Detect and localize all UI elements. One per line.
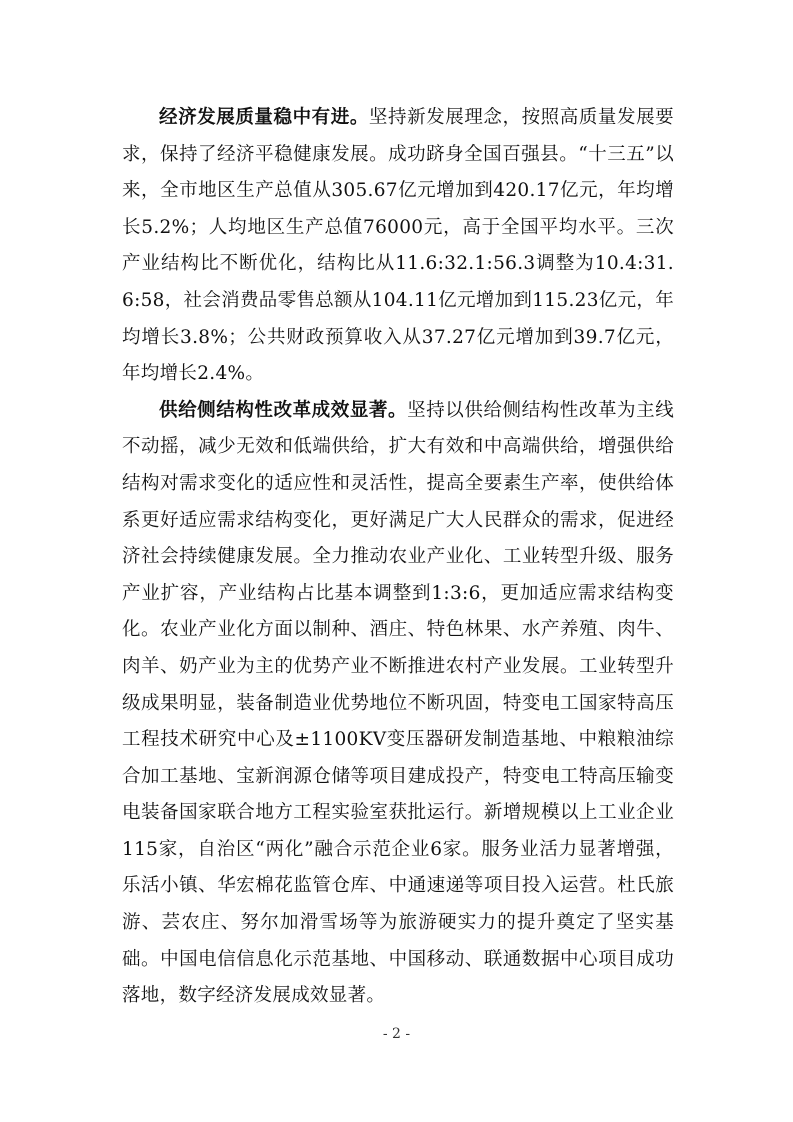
paragraph-economic-development (122, 100, 674, 393)
page-number: - 2 - (382, 1026, 411, 1042)
paragraph-body: 坚持以供给侧结构性改革为主线不动摇，减少无效和低端供给，扩大有效和中高端供给，增强供给结构对需求变化的适应性和灵活性，提高全要素生产率，使供给体系更好适应需求结构变化，更好满足广大人民群众的需求，促进经济社会持续健康发展。全力推动农业产业化、工业转型升级、服务产业扩容，产业结构占比基本调整到1:3:6，更加适应需求结构变化。农业产业化方面以制种、酒庄、特色林果、水产养殖、肉牛、肉羊、奶产业为主的优势产业不断推进农村产业发展。工业转型升级成果明显，装备制造业优势地位不断巩固，特变电工国家特高压工程技术研究中心及±1100KV变压器研发制造基地、中粮粮油综合加工基地、宝新润源仓储等项目建成投产，特变电工特高压输变电装备国家联合地方工程实验室获批运行。新增规模以上工业企业115家，自治区“两化”融合示范企业6家。服务业活力显著增强，乐活小镇、华宏棉花监管仓库、中通速递等项目投入运营。杜氏旅游、芸农庄、努尔加滑雪场等为旅游硬实力的提升奠定了坚实基础。中国电信信息化示范基地、中国移动、联通数据中心项目成功落地，数字经济发展成效显著。 (122, 399, 675, 1007)
paragraph-lead-heading: 供给侧结构性改革成效显著。 (159, 399, 408, 421)
paragraph-supply-side-reform (122, 393, 674, 1015)
paragraph-lead-heading: 经济发展质量稳中有进。 (159, 107, 369, 128)
paragraph-body: 坚持新发展理念，按照高质量发展要求，保持了经济平稳健康发展。成功跻身全国百强县。“十三五”以来，全市地区生产总值从305.67亿元增加到420.17亿元，年均增长5.2%；人均地区生产总值76000元，高于全国平均水平。三次产业结构比不断优化，结构比从11.6:32.1:56.3调整为10.4:31.6:58，社会消费品零售总额从104.11亿元增加到115.23亿元，年均增长3.8%；公共财政预算收入从37.27亿元增加到39.7亿元，年均增长2.4%。 (122, 107, 674, 385)
body-text (122, 100, 674, 1015)
